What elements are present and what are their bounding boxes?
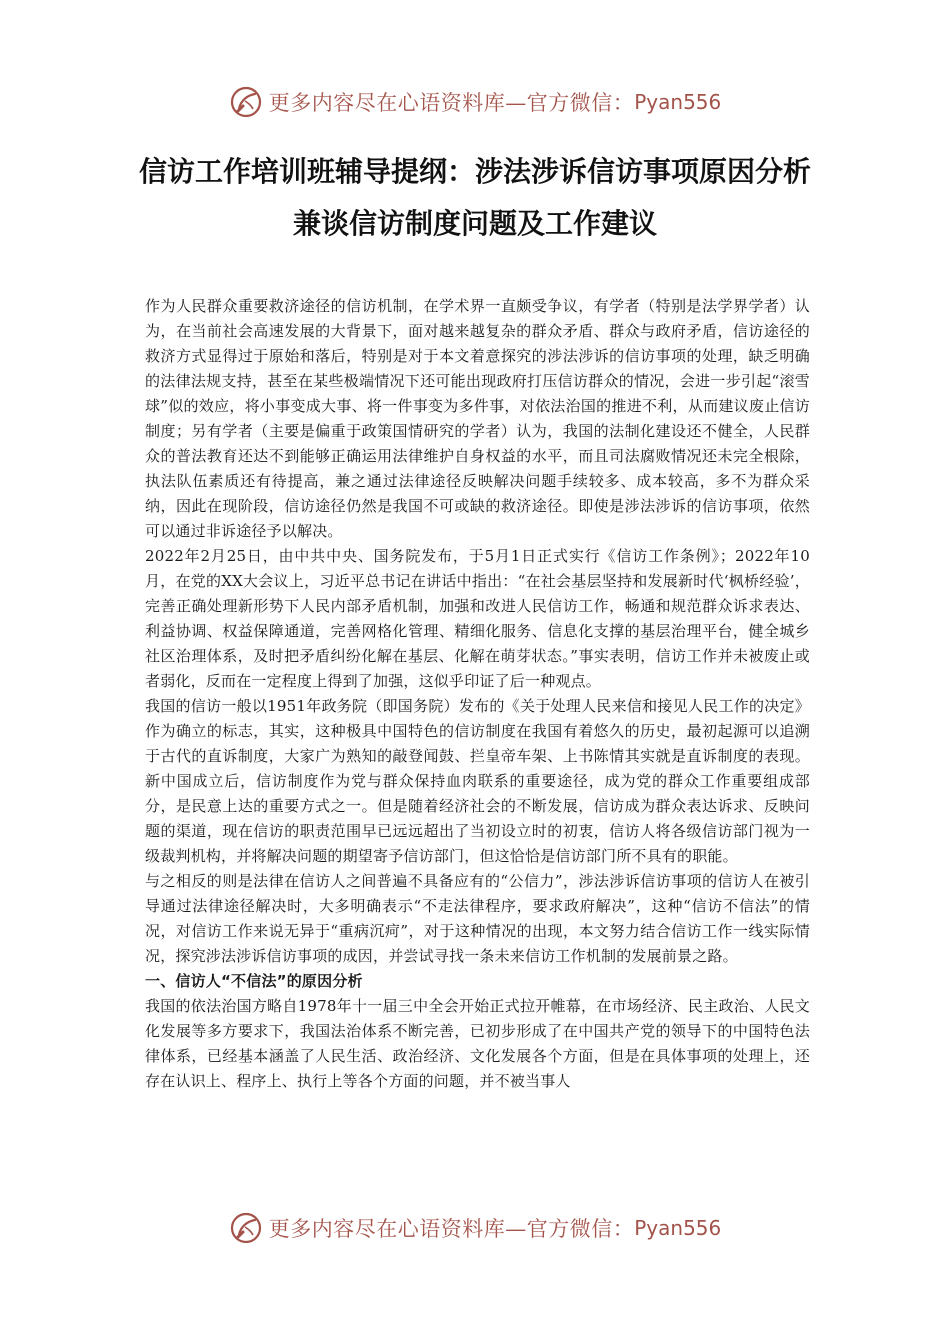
paragraph-3: 我国的信访一般以1951年政务院（即国务院）发布的《关于处理人民来信和接见人民工作的决定》作为确立的标志，其实，这种极具中国特色的信访制度在我国有着悠久的历史，最初起源可以追溯于古代的直诉制度，大家广为熟知的敲登闻鼓、拦皇帝车架、上书陈情其实就是直诉制度的表现。新中国成立后，信访制度作为党与群众保持血肉联系的重要途径，成为党的群众工作重要组成部分，是民意上达的重要方式之一。但是随着经济社会的不断发展，信访成为群众表达诉求、反映问题的渠道，现在信访的职责范围早已远远超出了当初设立时的初衷，信访人将各级信访部门视为一级裁判机构，并将解决问题的期望寄予信访部门，但这恰恰是信访部门所不具有的职能。: [145, 697, 810, 865]
section-heading: 一、信访人“不信法”的原因分析: [145, 972, 363, 990]
header-banner-id: Pyan556: [634, 90, 722, 114]
header-banner: [0, 82, 950, 122]
section-paragraph: 我国的依法治国方略自1978年十一届三中全会开始正式拉开帷幕，在市场经济、民主政治、人民文化发展等多方要求下，我国法治体系不断完善，已初步形成了在中国共产党的领导下的中国特色法律体系，已经基本涵盖了人民生活、政治经济、文化发展各个方面，但是在具体事项的处理上，还存在认识上、程序上、执行上等各个方面的问题，并不被当事人: [145, 997, 810, 1090]
paragraph-2: 2022年2月25日，由中共中央、国务院发布，于5月1日正式实行《信访工作条例》；2022年10月，在党的XX大会议上，习近平总书记在讲话中指出：“在社会基层坚持和发展新时代‘枫桥经验’，完善正确处理新形势下人民内部矛盾机制，加强和改进人民信访工作，畅通和规范群众诉求表达、利益协调、权益保障通道，完善网格化管理、精细化服务、信息化支撑的基层治理平台，健全城乡社区治理体系，及时把矛盾纠纷化解在基层、化解在萌芽状态。”事实表明，信访工作并未被废止或者弱化，反而在一定程度上得到了加强，这似乎印证了后一种观点。: [145, 547, 810, 690]
header-banner-text: 更多内容尽在心语资料库—官方微信：: [268, 91, 635, 115]
document-title: 信访工作培训班辅导提纲：涉法涉诉信访事项原因分析兼谈信访制度问题及工作建议: [138, 155, 811, 240]
brand-logo-icon: [229, 1211, 263, 1245]
footer-banner: [0, 1208, 950, 1248]
brand-logo-icon: [229, 85, 263, 119]
document-body: [145, 294, 810, 1094]
paragraph-1: 作为人民群众重要救济途径的信访机制，在学术界一直颇受争议，有学者（特别是法学界学者）认为，在当前社会高速发展的大背景下，面对越来越复杂的群众矛盾、群众与政府矛盾，信访途径的救济方式显得过于原始和落后，特别是对于本文着意探究的涉法涉诉的信访事项的处理，缺乏明确的法律法规支持，甚至在某些极端情况下还可能出现政府打压信访群众的情况，会进一步引起“滚雪球”似的效应，将小事变成大事、将一件事变为多件事，对依法治国的推进不利，从而建议废止信访制度；另有学者（主要是偏重于政策国情研究的学者）认为，我国的法制化建设还不健全，人民群众的普法教育还达不到能够正确运用法律维护自身权益的水平，而且司法腐败情况还未完全根除，执法队伍素质还有待提高，兼之通过法律途径反映解决问题手续较多、成本较高，多不为群众采纳，因此在现阶段，信访途径仍然是我国不可或缺的救济途径。即使是涉法涉诉的信访事项，依然可以通过非诉途径予以解决。: [145, 297, 810, 540]
footer-banner-text: 更多内容尽在心语资料库—官方微信：: [268, 1217, 635, 1241]
footer-banner-id: Pyan556: [634, 1216, 722, 1240]
paragraph-4: 与之相反的则是法律在信访人之间普遍不具备应有的“公信力”，涉法涉诉信访事项的信访人在被引导通过法律途径解决时，大多明确表示“不走法律程序，要求政府解决”，这种“信访不信法”的情况，对信访工作来说无异于“重病沉疴”，对于这种情况的出现，本文努力结合信访工作一线实际情况，探究涉法涉诉信访事项的成因，并尝试寻找一条未来信访工作机制的发展前景之路。: [145, 872, 810, 965]
